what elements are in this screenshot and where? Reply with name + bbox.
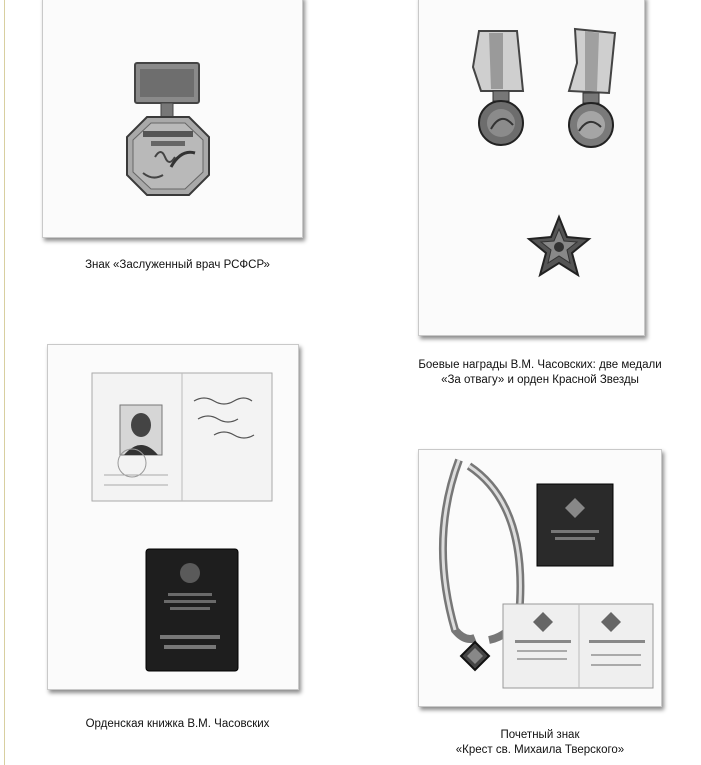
caption-combat-awards-line1: Боевые награды В.М. Часовских: две медали xyxy=(418,359,662,371)
page-left-rule xyxy=(4,0,5,765)
photo-order-book xyxy=(47,344,299,690)
order-book-image xyxy=(48,345,298,689)
caption-order-book-text: Орденская книжка В.М. Часовских xyxy=(85,718,270,730)
caption-honored-doctor-badge-text: Знак «Заслуженный врач РСФСР» xyxy=(85,259,270,271)
caption-honored-doctor-badge xyxy=(50,258,305,273)
photo-honored-doctor-badge xyxy=(42,0,303,238)
photo-combat-awards xyxy=(418,0,645,336)
caption-honorary-cross-line1: Почетный знак xyxy=(500,729,580,741)
honored-doctor-badge-image xyxy=(43,0,302,237)
honorary-cross-image xyxy=(419,450,661,706)
caption-honorary-cross xyxy=(420,728,660,758)
caption-honorary-cross-line2: «Крест св. Михаила Тверского» xyxy=(455,744,625,756)
caption-combat-awards-line2: «За отвагу» и орден Красной Звезды xyxy=(441,374,639,386)
photo-honorary-cross xyxy=(418,449,662,707)
combat-awards-image xyxy=(419,0,644,335)
caption-order-book xyxy=(50,717,305,732)
caption-combat-awards xyxy=(405,358,675,388)
